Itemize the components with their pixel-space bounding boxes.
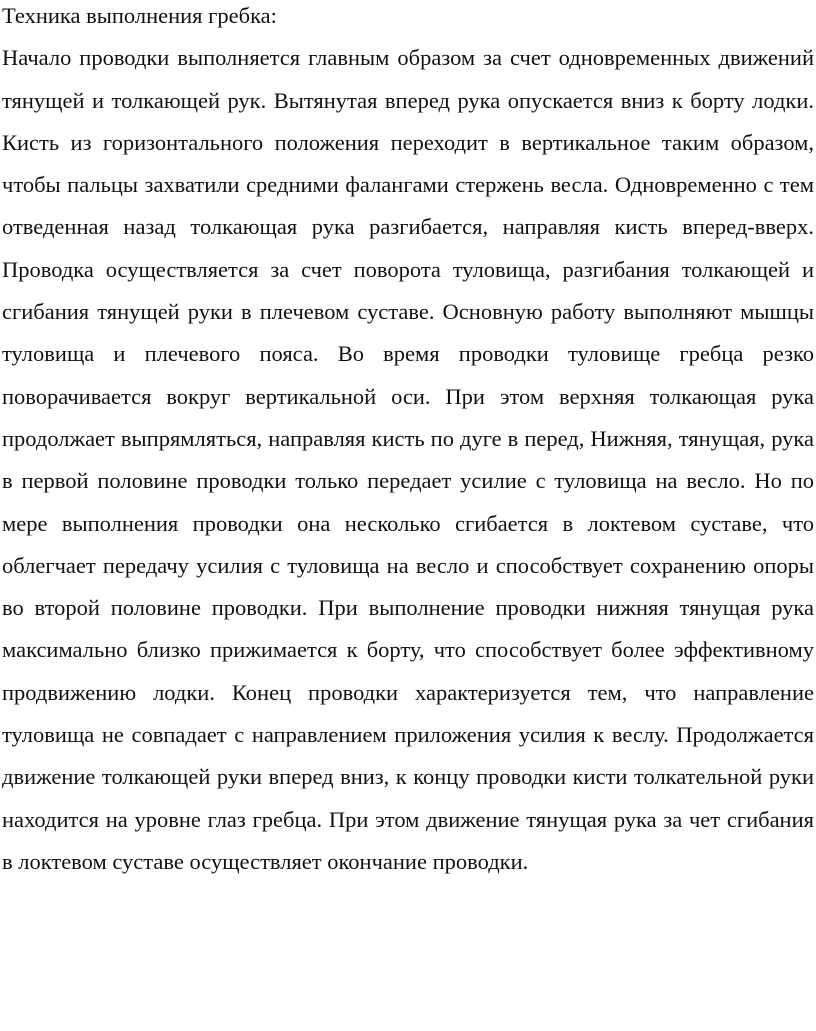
section-heading: Техника выполнения гребка:	[2, 3, 277, 28]
body-paragraph: Начало проводки выполняется главным образом за счет одновременных движений тянущей и толкающей рук. Вытянутая вперед рука опускается вниз к борту лодки. Кисть из горизонтального положения переходит в вертикальное таким образом, чтобы пальцы захватили средними фалангами стержень весла. Одновременно с тем отведенная назад толкающая рука разгибается, направляя кисть вперед-вверх. Проводка осуществляется за счет поворота туловища, разгибания толкающей и сгибания тянущей руки в плечевом суставе. Основную работу выполняют мышцы туловища и плечевого пояса. Во время проводки туловище гребца резко поворачивается вокруг вертикальной оси. При этом верхняя толкающая рука продолжает выпрямляться, направляя кисть по дуге в перед, Нижняя, тянущая, рука в первой половине проводки только передает усилие с туловища на весло. Но по мере выполнения проводки она несколько сгибается в локтевом суставе, что облегчает передачу усилия с туловища на весло и способствует сохранению опоры во второй половине проводки. При выполнение проводки нижняя тянущая рука максимально близко прижимается к борту, что способствует более эффективному продвижению лодки. Конец проводки характеризуется тем, что направление туловища не совпадает с направлением приложения усилия к веслу. Продолжается движение толкающей руки вперед вниз, к концу проводки кисти толкательной руки находится на уровне глаз гребца. При этом движение тянущая рука за чет сгибания в локтевом суставе осуществляет окончание проводки.	[2, 45, 814, 874]
